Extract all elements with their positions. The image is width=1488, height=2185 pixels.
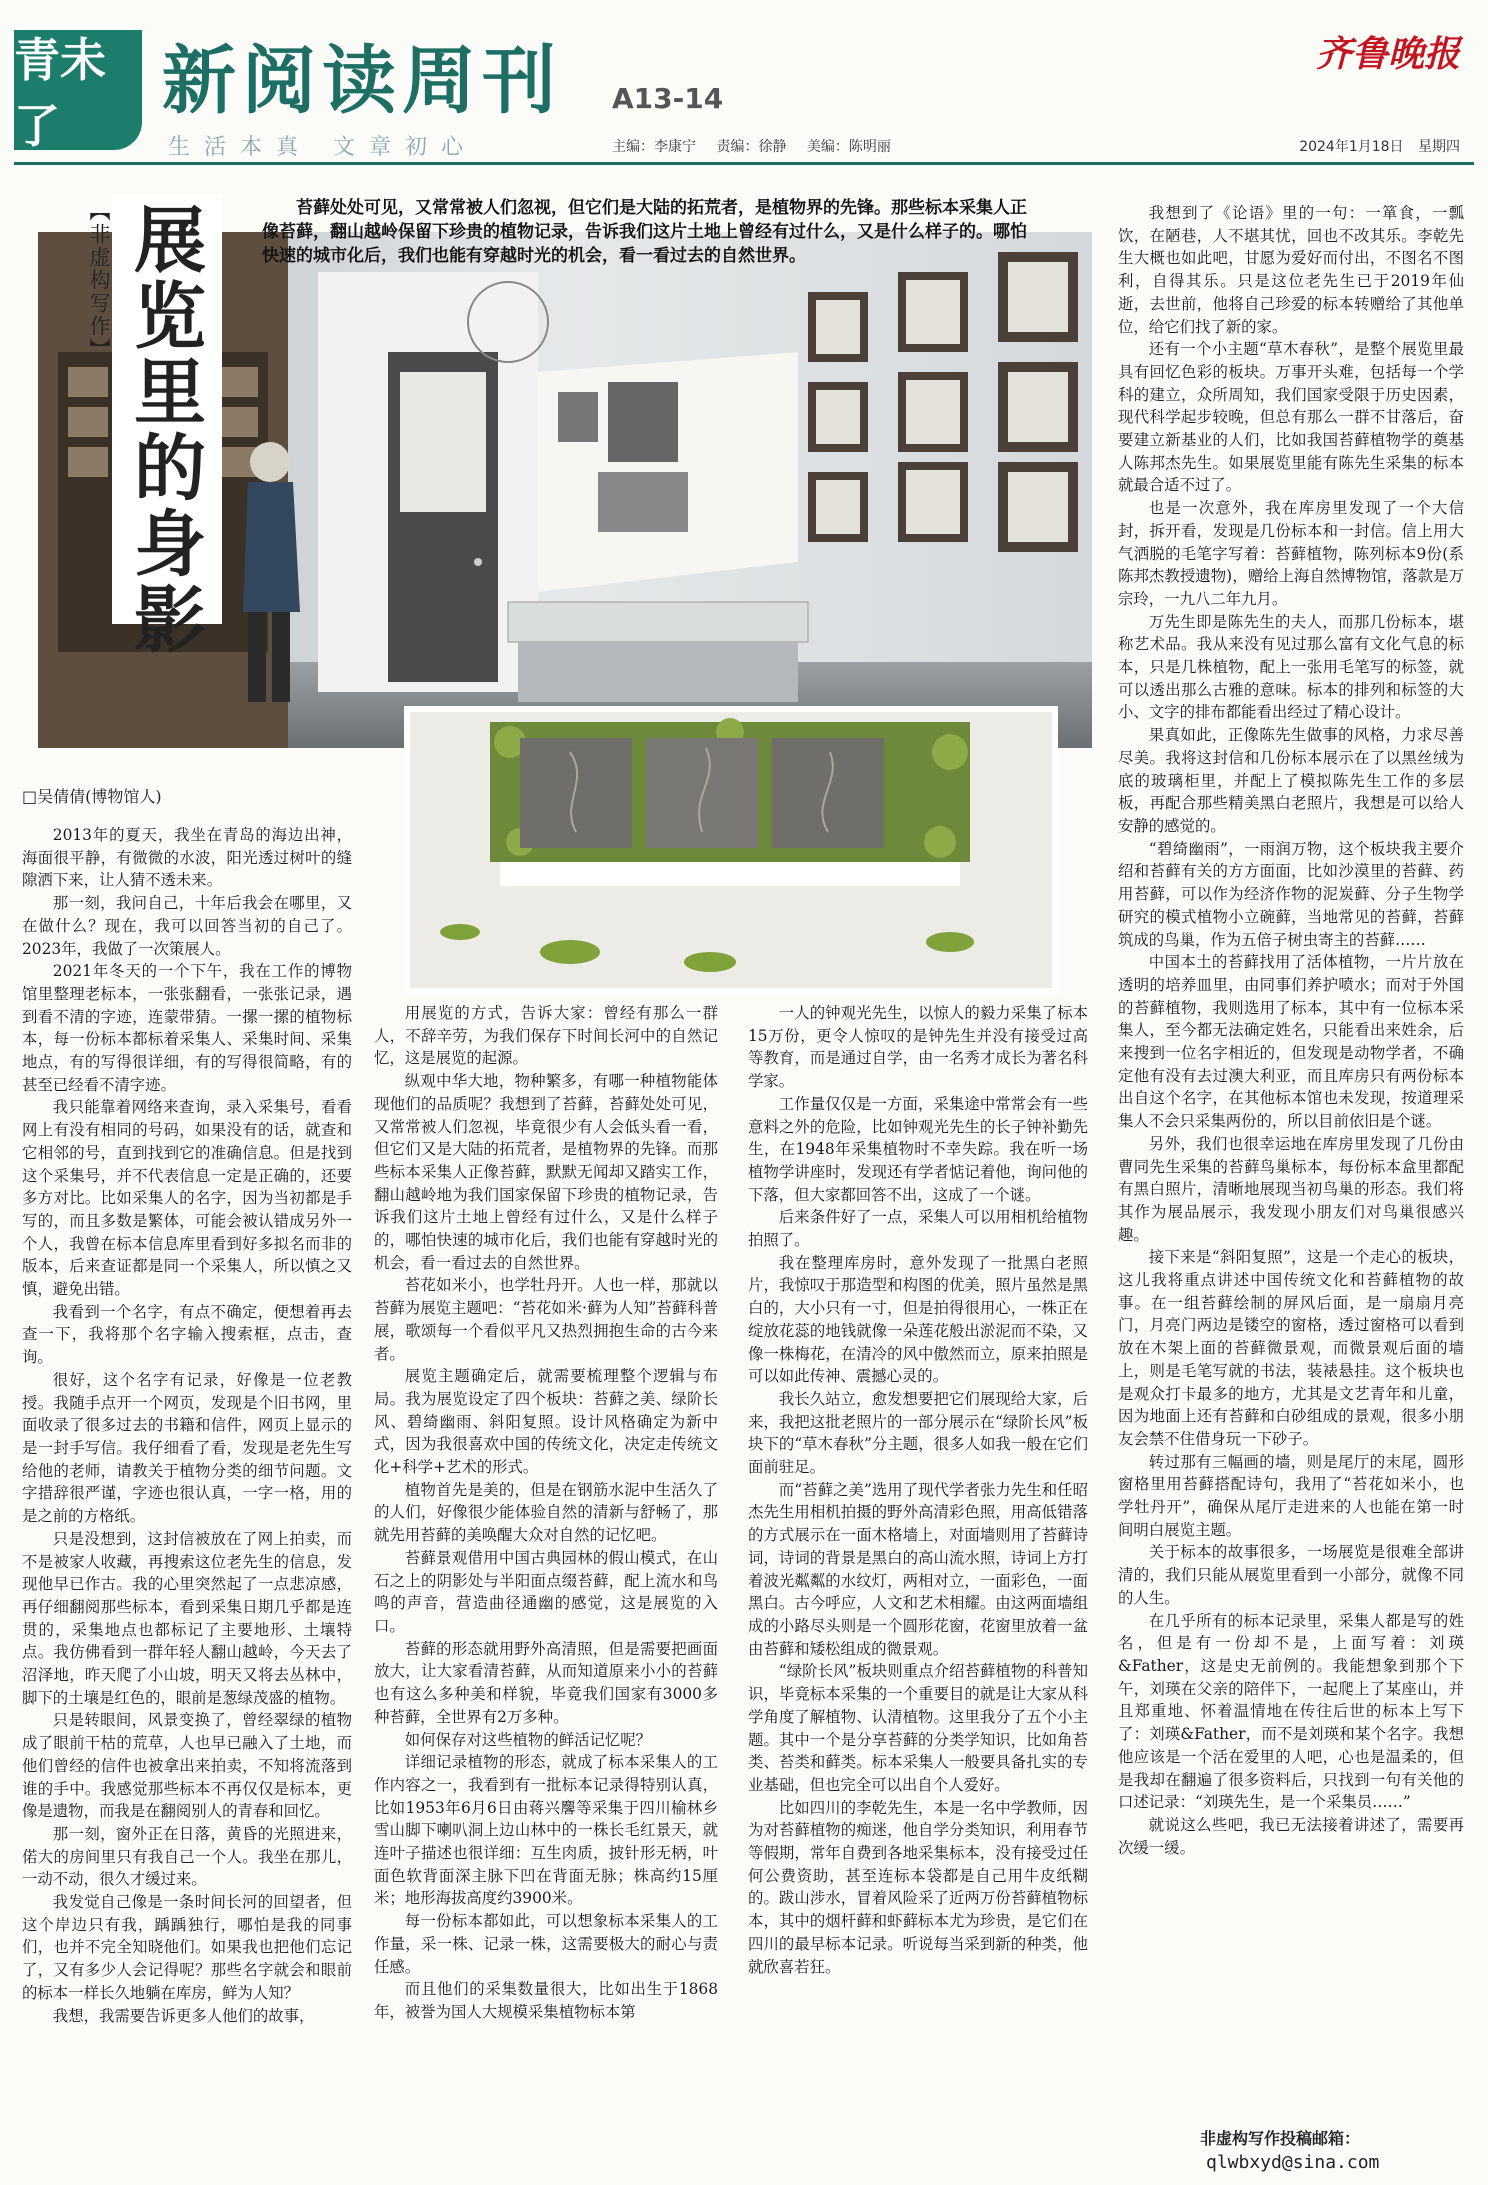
moss-exhibit-illustration — [410, 712, 1052, 988]
paragraph: 工作量仅仅是一方面，采集途中常常会有一些意料之外的危险，比如钟观光先生的长子钟补勤先生，在1948年采集植物时不幸失踪。我在听一场植物学讲座时，发现还有学者惦记着他，询问他的下落，但大家都回答不出，这成了一个谜。 — [748, 1094, 1088, 1204]
paragraph: “绿阶长风”板块则重点介绍苔藓植物的科普知识，毕竟标本采集的一个重要目的就是让大家从科学角度了解植物、认清植物。这里我分了五个小主题。其中一个是分享苔藓的分类学知识，比如角苔类、苔类和藓类。标本采集人一般要具备扎实的专业基础，但也完全可以出自个人爱好。 — [748, 1662, 1088, 1794]
section-logo — [14, 30, 142, 153]
paragraph: 展览主题确定后，就需要梳理整个逻辑与布局。我为展览设定了四个板块：苔藓之美、绿阶长风、碧绮幽雨、斜阳复照。设计风格确定为新中式，因为我很喜欢中国的传统文化，决定走传统文化+科学+艺术的形式。 — [374, 1367, 718, 1477]
paragraph: 详细记录植物的形态，就成了标本采集人的工作内容之一，我看到有一批标本记录得特别认真，比如1953年6月6日由蒋兴麐等采集于四川榆林乡雪山脚下喇叭洞上边山林中的一株长毛红景天，就连叶子描述也很详细：互生肉质，披针形无柄，叶面色软背面深主脉下凹在背面无脉；株高约15厘米；地形海拔高度约3900米。 — [374, 1753, 718, 1908]
paragraph: 而且他们的采集数量很大，比如出生于1868年，被誉为国人大规模采集植物标本第 — [374, 1980, 718, 2021]
chief-editor: 主编：李康宁 — [612, 139, 696, 155]
paragraph: 还有一个小主题“草木春秋”，是整个展览里最具有回忆色彩的板块。万事开头难，包括每一个学科的建立，众所周知，我们国家受限于历史因素，现代科学起步较晚，但总有那么一群不甘落后，奋要建立新基业的人们，比如我国苔藓植物学的奠基人陈邦杰先生。如果展览里能有陈先生采集的标本就最合适不过了。 — [1118, 340, 1464, 495]
paragraph: 转过那有三幅画的墙，则是尾厅的末尾，圆形窗格里用苔藓搭配诗句，我用了“苔花如米小，也学牡丹开”，确保从尾厅走进来的人也能在第一时间明白展览主题。 — [1118, 1452, 1464, 1539]
issue-date — [1289, 136, 1460, 156]
section-slogan: 生活本真 文章初心 — [168, 135, 477, 160]
paragraph: 纵观中华大地，物种繁多，有哪一种植物能体现他们的品质呢？我想到了苔藓，苔藓处处可见，又常常被人们忽视，毕竟很少有人会低头看一看，但它们又是大陆的拓荒者，是植物界的先锋。而那些标本采集人正像苔藓，默默无闻却又踏实工作，翻山越岭地为我们国家保留下珍贵的植物记录，告诉我们这片土地上曾经有过什么，又是什么样子的，哪怕快速的城市化后，我们也能有穿越时光的机会，看一看过去的自然世界。 — [374, 1072, 718, 1272]
paragraph: 果真如此，正像陈先生做事的风格，力求尽善尽美。我将这封信和几份标本展示在了以黑丝绒为底的玻璃柜里，并配上了模拟陈先生工作的多层板，再配合那些精美黑白老照片，我想是可以给人安静的感觉的。 — [1118, 726, 1464, 835]
paragraph: 那一刻，窗外正在日落，黄昏的光照进来，偌大的房间里只有我自己一个人。我坐在那儿，一动不动，很久才缓过来。 — [22, 1824, 352, 1889]
paragraph: 另外，我们也很幸运地在库房里发现了几份由曹同先生采集的苔藓鸟巢标本，每份标本盒里都配有黑白照片，清晰地展现当初鸟巢的形态。我们将其作为展品展示，我发现小朋友们对鸟巢很感兴趣。 — [1118, 1134, 1464, 1244]
article-column-1 — [22, 824, 352, 2170]
paragraph: 我只能靠着网络来查询，录入采集号，看看网上有没有相同的号码，如果没有的话，就查和它相邻的号，直到找到它的准确信息。但是找到这个采集号，并不代表信息一定是正确的，还要多方对比。比如采集人的名字，因为当初都是手写的，而且多数是繁体，可能会被认错成另外一个人，我曾在标本信息库里看到好多拟名而非的版本，后来查证都是同一个采集人，所以慎之又慎，避免出错。 — [22, 1098, 352, 1299]
paragraph: 植物首先是美的，但是在钢筋水泥中生活久了的人们，好像很少能体验自然的清新与舒畅了，那就先用苔藓的美唤醒大众对自然的记忆吧。 — [374, 1480, 718, 1545]
paragraph: 那一刻，我问自己，十年后我会在哪里，又在做什么？现在，我可以回答当初的自己了。2023年，我做了一次策展人。 — [22, 894, 352, 958]
paragraph: 后来条件好了一点，采集人可以用相机给植物拍照了。 — [748, 1208, 1088, 1250]
paragraph: 我长久站立，愈发想要把它们展现给大家，后来，我把这批老照片的一部分展示在“绿阶长风”板块下的“草木春秋”分主题，很多人如我一般在它们面前驻足。 — [748, 1389, 1088, 1477]
article-lead: 苔藓处处可见，又常常被人们忽视，但它们是大陆的拓荒者，是植物界的先锋。那些标本采集人正像苔藓，翻山越岭保留下珍贵的植物记录，告诉我们这片土地上曾经有过什么，又是什么样子的。哪怕快速的城市化后，我们也能有穿越时光的机会，看一看过去的自然世界。 — [262, 198, 1027, 266]
article-headline: 展览里的身影 — [122, 202, 207, 658]
article-byline: □吴倩倩(博物馆人) — [22, 787, 162, 806]
paragraph: 就说这么些吧，我已无法接着讲述了，需要再次缓一缓。 — [1118, 1815, 1464, 1857]
moss-exhibit-photo — [404, 706, 1058, 994]
paragraph: 每一份标本都如此，可以想象标本采集人的工作量，采一株、记录一株，这需要极大的耐心与责任感。 — [374, 1912, 718, 1976]
article-column-3 — [748, 1002, 1088, 2170]
paragraph: 苔藓景观借用中国古典园林的假山模式，在山石之上的阴影处与半阳面点缀苔藓，配上流水和鸟鸣的声音，营造曲径通幽的感觉，这是展览的入口。 — [374, 1548, 718, 1635]
paragraph: 中国本土的苔藓找用了活体植物，一片片放在透明的培养皿里，由同事们养护喷水；而对于外国的苔藓植物，我则选用了标本，其中有一位标本采集人，至今都无法确定姓名，只能看出来姓余，后来搜到一位名字相近的，但发现是动物学者，不确定他有没有去过澳大利亚，而且库房只有两份标本出自这个名字，在其他标本馆也未发现，按道理采集人不会只采集两份的，所以目前依旧是个谜。 — [1118, 953, 1464, 1131]
paragraph: 我在整理库房时，意外发现了一批黑白老照片，我惊叹于那造型和构图的优美，照片虽然是黑白的，大小只有一寸，但是拍得很用心，一株正在绽放花蕊的地钱就像一朵莲花般出淤泥而不染，又像一株梅花，在清冷的风中傲然而立，原来拍照是可以如此传神、震撼心灵的。 — [748, 1253, 1088, 1386]
paragraph: 而“苔藓之美”选用了现代学者张力先生和任昭杰先生用相机拍摄的野外高清彩色照，用高低错落的方式展示在一面木格墙上，对面墙则用了苔藓诗词，诗词的背景是黑白的高山流水照，诗词上方打着波光粼粼的水纹灯，两相对立，一面彩色，一面黑白。古今呼应，人文和艺术相耀。由这两面墙组成的小路尽头则是一个圆形花窗，花窗里放着一盆由苔藓和矮松组成的微景观。 — [748, 1480, 1088, 1658]
section-logo-text: 青未了 — [14, 33, 106, 153]
paragraph: 只是没想到，这封信被放在了网上拍卖，而不是被家人收藏，再搜索这位老先生的信息，发现他早已作古。我的心里突然起了一点悲凉感，再仔细翻阅那些标本，看到采集日期几乎都是连贯的，采集地点也都标记了主要地形、土壤特点。我仿佛看到一群年轻人翻山越岭，今天去了沼泽地，昨天爬了小山坡，明天又将去丛林中，脚下的土壤是红色的，眼前是葱绿茂盛的植物。 — [22, 1529, 352, 1707]
paragraph: 2021年冬天的一个下午，我在工作的博物馆里整理老标本，一张张翻看，一张张记录，遇到看不清的字迹，连蒙带猜。一摞一摞的植物标本，每一份标本都标着采集人、采集时间、采集地点，有的写得很详细，有的写得很简略，有的甚至已经看不清字迹。 — [22, 962, 352, 1094]
article-column-4 — [1118, 202, 1464, 2042]
paragraph: 一人的钟观光先生，以惊人的毅力采集了标本15万份，更令人惊叹的是钟先生并没有接受过高等教育，而是通过自学，由一名秀才成长为著名科学家。 — [748, 1004, 1088, 1091]
paragraph: 我想，我需要告诉更多人他们的故事， — [52, 2006, 315, 2025]
issue-date-text: 2024年1月18日 — [1299, 139, 1404, 155]
paragraph: 万先生即是陈先生的夫人，而那几份标本，堪称艺术品。我从来没有见过那么富有文化气息的标本，只是几株植物，配上一张用毛笔写的标签，就可以透出那么古雅的意味。标本的排列和标签的大小、文字的排布都能看出经过了精心设计。 — [1118, 612, 1464, 722]
paragraph: 苔花如米小，也学牡丹开。人也一样，那就以苔藓为展览主题吧：“苔花如米·藓为人知”苔藓科普展，歌颂每一个看似平凡又热烈拥抱生命的古今来者。 — [374, 1276, 718, 1363]
paragraph: 在几乎所有的标本记录里，采集人都是写的姓名，但是有一份却不是，上面写着：刘瑛&Father，这是史无前例的。我能想象到那个下午，刘瑛在父亲的陪伴下，一起爬上了某座山，并且郑重地、怀着温情地在传往后世的标本上写下了：刘瑛&Father，而不是刘瑛和某个名字。我想他应该是一个活在爱里的人吧，心也是温柔的，但是我却在翻遍了很多资料后，只找到一句有关他的口述记录：“刘瑛先生，是一个采集员……” — [1118, 1611, 1464, 1812]
paragraph: 只是转眼间，风景变换了，曾经翠绿的植物成了眼前干枯的荒草，人也早已融入了土地，而他们曾经的信件也被拿出来拍卖，不知将流落到谁的手中。我感觉那些标本不再仅仅是标本，更像是遗物，而我是在翻阅别人的青春和回忆。 — [22, 1711, 352, 1821]
page-number: A13-14 — [612, 82, 724, 115]
paragraph: 比如四川的李乾先生，本是一名中学教师，因为对苔藓植物的痴迷，他自学分类知识，利用春节等假期，常年自费到各地采集标本，没有接受过任何公费资助，甚至连标本袋都是自己用牛皮纸糊的。跋山涉水，冒着风险采了近两万份苔藓植物标本，其中的烟杆藓和虾藓标本尤为珍贵，是它们在四川的最早标本记录。听说每当采到新的种类，他就欣喜若狂。 — [748, 1798, 1088, 1976]
paragraph: 我想到了《论语》里的一句：一箪食，一瓢饮，在陋巷，人不堪其忧，回也不改其乐。李乾先生大概也如此吧，甘愿为爱好而付出，不图名不图利，自得其乐。只是这位老先生已于2019年仙逝，去世前，他将自己珍爱的标本转赠给了其他单位，给它们找了新的家。 — [1118, 204, 1464, 336]
paragraph: 我发觉自己像是一条时间长河的回望者，但这个岸边只有我，踽踽独行，哪怕是我的同事们，也并不完全知晓他们。如果我也把他们忘记了，又有多少人会记得呢？那些名字就会和眼前的标本一样长久地躺在库房，鲜为人知？ — [22, 1893, 352, 2002]
paragraph: 也是一次意外，我在库房里发现了一个大信封，拆开看，发现是几份标本和一封信。信上用大气洒脱的毛笔字写着：苔藓植物，陈列标本9份(系陈邦杰教授遗物)，赠给上海自然博物馆，落款是万宗玲，一九八二年九月。 — [1118, 499, 1464, 608]
paragraph: 关于标本的故事很多，一场展览是很难全部讲清的，我们只能从展览里看到一小部分，就像不同的人生。 — [1118, 1543, 1464, 1607]
masthead-divider — [14, 162, 1474, 165]
section-title: 新阅读周刊 — [162, 38, 562, 124]
article-tag: 【非虚构写作】 — [87, 200, 111, 361]
paragraph: “碧绮幽雨”，一雨润万物，这个板块我主要介绍和苔藓有关的方方面面，比如沙漠里的苔藓、药用苔藓，可以作为经济作物的泥炭藓、分子生物学研究的模式植物小立碗藓，当地常见的苔藓，苔藓筑成的鸟巢，作为五倍子树虫寄主的苔藓…… — [1118, 839, 1464, 949]
responsible-editor: 责编：徐静 — [716, 139, 787, 155]
editor-credits — [612, 136, 907, 156]
paragraph: 用展览的方式，告诉大家：曾经有那么一群人，不辞辛劳，为我们保存下时间长河中的自然记忆，这是展览的起源。 — [374, 1004, 718, 1068]
submission-email[interactable]: qlwbxyd@sina.com — [1206, 2152, 1380, 2173]
paragraph: 我看到一个名字，有点不确定，便想着再去查一下，我将那个名字输入搜索框，点击，查询。 — [22, 1302, 352, 1367]
paragraph: 如何保存对这些植物的鲜活记忆呢？ — [404, 1730, 652, 1749]
paragraph: 接下来是“斜阳复照”，这是一个走心的板块，这儿我将重点讲述中国传统文化和苔藓植物的故事。在一组苔藓绘制的屏风后面，是一扇扇月亮门，月亮门两边是镂空的窗格，透过窗格可以看到放在木架上面的苔藓微景观，而微景观后面的墙上，则是毛笔写就的书法，装裱悬挂。这个板块也是观众打卡最多的地方，尤其是文艺青年和儿童，因为地面上还有苔藓和白砂组成的景观，很多小朋友会禁不住借身玩一下砂子。 — [1118, 1248, 1464, 1448]
submission-label: 非虚构写作投稿邮箱： — [1200, 2129, 1361, 2148]
paragraph: 2013年的夏天，我坐在青岛的海边出神，海面很平静，有微微的水波，阳光透过树叶的缝隙洒下来，让人猜不透未来。 — [22, 826, 352, 890]
paragraph: 很好，这个名字有记录，好像是一位老教授。我随手点开一个网页，发现是个旧书网，里面收录了很多过去的书籍和信件，网页上显示的是一封手写信。我仔细看了看，发现是老先生写给他的老师，请教关于植物分类的细节问题。文字措辞很严谨，字迹也很认真，一字一格，用的是之前的方格纸。 — [22, 1370, 352, 1526]
newspaper-name: 齐鲁晚报 — [1315, 33, 1460, 75]
paragraph: 苔藓的形态就用野外高清照，但是需要把画面放大，让大家看清苔藓，从而知道原来小小的苔藓也有这么多种美和样貌，毕竟我们国家有3000多种苔藓，全世界有2万多种。 — [374, 1639, 718, 1726]
art-editor: 美编：陈明丽 — [806, 139, 891, 155]
issue-weekday: 星期四 — [1418, 139, 1460, 155]
article-column-2 — [374, 1002, 718, 2170]
